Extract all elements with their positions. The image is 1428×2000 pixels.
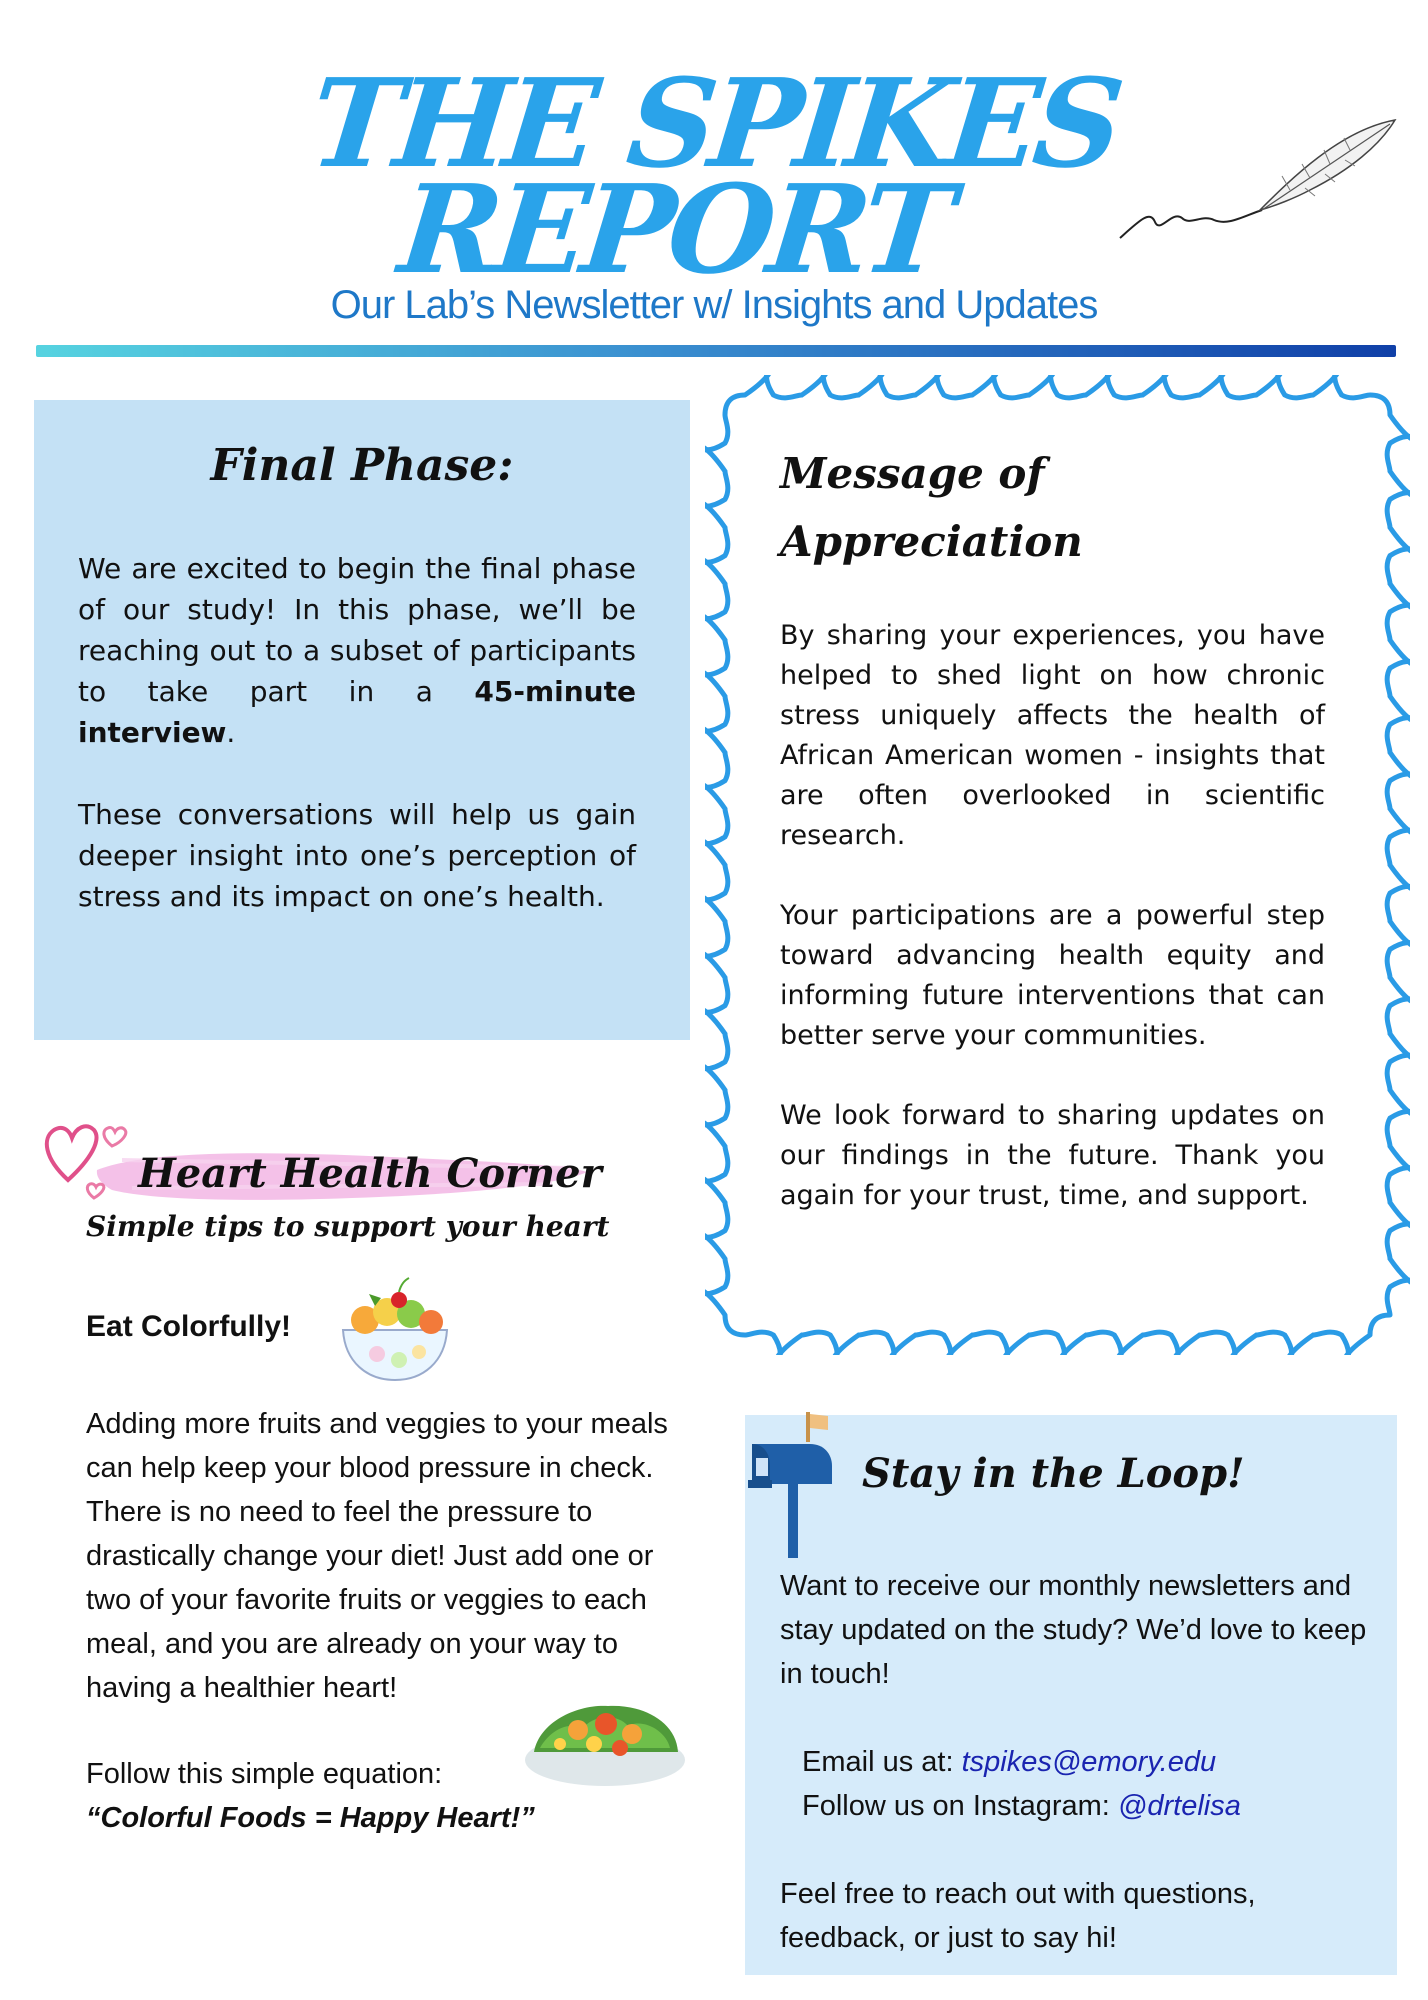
final-phase-paragraph-2: These conversations will help us gain deeper insight into one’s perception of stress and its impact on one’s health. [78,798,636,913]
email-label: Email us at: [802,1746,962,1778]
appreciation-heading-line1: Message of [780,449,1045,498]
appreciation-body [780,616,1325,1216]
stay-in-loop-heading: Stay in the Loop! [862,1450,1245,1497]
appreciation-heading-line2: Appreciation [780,517,1083,566]
mailbox-icon [748,1410,840,1560]
stay-in-loop-intro: Want to receive our monthly newsletters and stay updated on the study? We’d love to keep in touch! [780,1570,1367,1690]
tip-body: Adding more fruits and veggies to your meals can help keep your blood pressure in check. There is no need to feel the pressure to drastically change your diet! Just add one or two of your favorite fruits or veggies to each meal, and you are already on your way to having a healthier heart! [86,1408,668,1704]
instagram-link[interactable]: @drtelisa [1117,1790,1241,1822]
quill-icon [1110,110,1410,250]
header-divider [36,345,1396,357]
email-line [802,1740,1241,1784]
newsletter-title-line1: THE SPIKES [303,51,1125,195]
frame-corner [725,1315,745,1335]
final-phase-text-bold: 45-minute interview [78,675,636,749]
email-link[interactable]: tspikes@emory.edu [961,1746,1217,1778]
frame-corner [1370,1315,1390,1335]
frame-left [705,415,728,1315]
frame-right [1387,415,1410,1315]
equation-text: “Colorful Foods = Happy Heart!” [86,1802,535,1834]
final-phase-text-b: . [226,716,236,749]
hearts-icon [38,1102,138,1202]
newsletter-subtitle: Our Lab’s Newsletter w/ Insights and Updates [330,283,1098,327]
appreciation-paragraph-2: Your participations are a powerful step toward advancing health equity and informing future interventions that can better serve your communities. [780,900,1325,1051]
frame-bottom [745,1332,1370,1355]
appreciation-heading [780,440,1340,576]
instagram-label: Follow us on Instagram: [802,1790,1118,1822]
newsletter-title-line2: REPORT [393,157,955,301]
final-phase-heading: Final Phase: [210,440,514,491]
equation-block [86,1752,535,1840]
frame-corner [725,395,745,415]
final-phase-text-a: We are excited to begin the final phase of our study! In this phase, we’ll be reaching out to a subset of participants to take part in a [78,552,636,708]
final-phase-body [78,548,636,917]
frame-corner [1370,395,1390,415]
tip-title: Eat Colorfully! [86,1310,292,1343]
heart-health-heading: Heart Health Corner [138,1150,602,1197]
frame-top [745,375,1370,398]
appreciation-paragraph-3: We look forward to sharing updates on our findings in the future. Thank you again for your trust, time, and support. [780,1100,1325,1211]
fruit-bowl-icon [335,1276,455,1386]
salad-icon [520,1690,690,1790]
heart-health-subheading: Simple tips to support your heart [86,1210,610,1243]
contact-block [802,1740,1241,1828]
equation-intro: Follow this simple equation: [86,1758,443,1790]
appreciation-paragraph-1: By sharing your experiences, you have helped to shed light on how chronic stress uniquely affects the health of African American women - insights that are often overlooked in scientific research. [780,620,1325,851]
instagram-line [802,1784,1241,1828]
stay-in-loop-closing: Feel free to reach out with questions, feedback, or just to say hi! [780,1878,1256,1954]
